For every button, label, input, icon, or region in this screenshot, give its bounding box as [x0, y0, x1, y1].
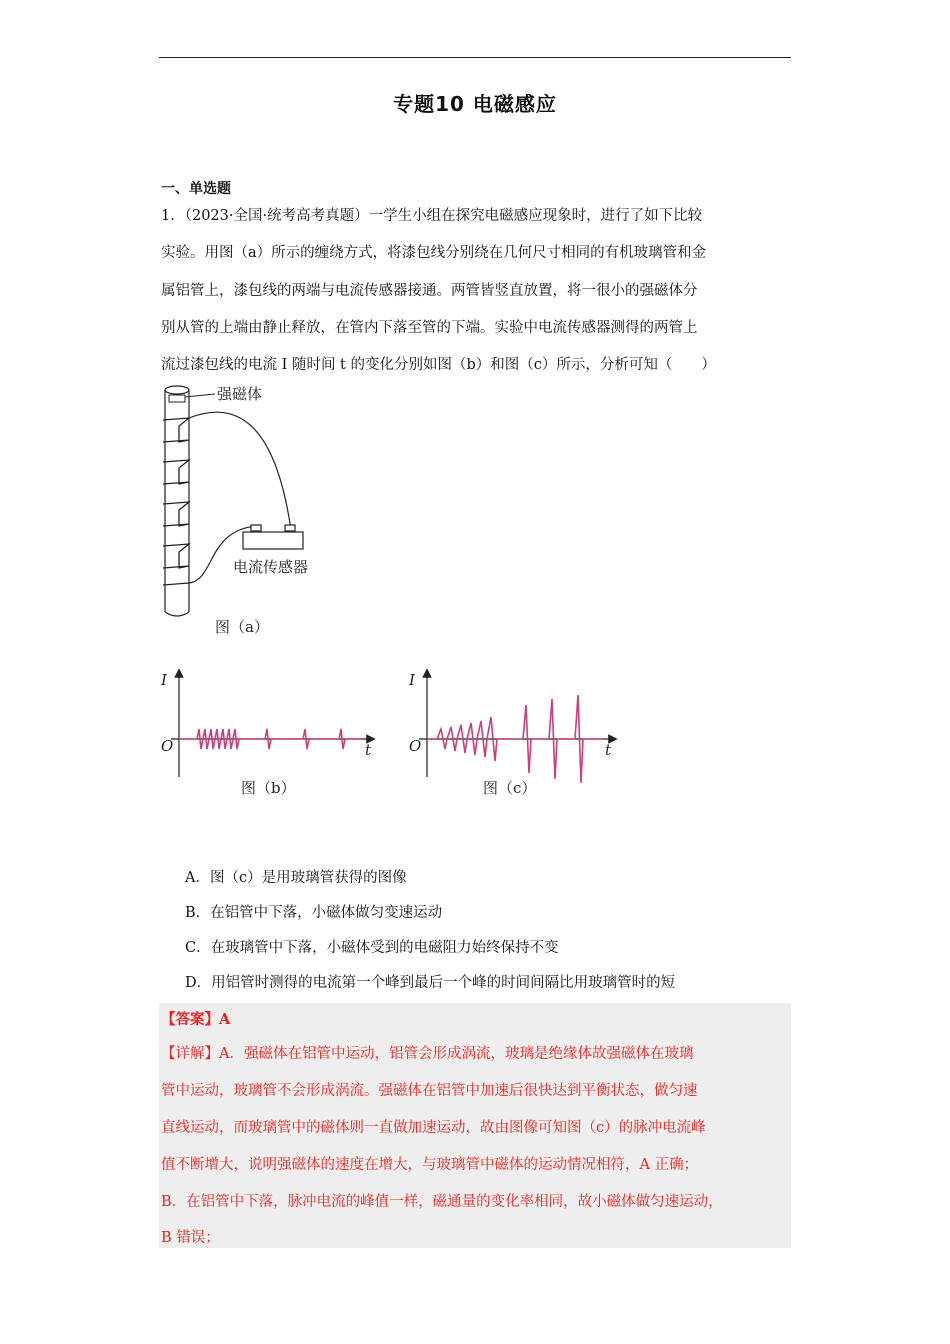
- option-d[interactable]: D．用铝管时测得的电流第一个峰到最后一个峰的时间间隔比用玻璃管时的短: [185, 975, 676, 991]
- magnet: [169, 395, 185, 402]
- y-axis-label: I: [409, 671, 415, 689]
- section-title: 一、单选题: [161, 181, 231, 197]
- option-c[interactable]: C．在玻璃管中下落，小磁体受到的电磁阻力始终保持不变: [185, 940, 559, 956]
- question-line-3: 属铝管上，漆包线的两端与电流传感器接通。两管皆竖直放置，将一很小的强磁体分: [161, 283, 698, 299]
- explanation-line-4: 值不断增大，说明强磁体的速度在增大，与玻璃管中磁体的运动情况相符，A 正确；: [161, 1157, 699, 1173]
- figure-c-caption: 图（c）: [483, 779, 537, 797]
- question-line-4: 别从管的上端由静止释放，在管内下落至管的下端。实验中电流传感器测得的两管上: [161, 320, 698, 336]
- figure-a-caption: 图（a）: [215, 618, 269, 636]
- option-b[interactable]: B．在铝管中下落，小磁体做匀变速运动: [185, 905, 443, 921]
- explanation-line-2: 管中运动，玻璃管不会形成涡流。强磁体在铝管中加速后很快达到平衡状态，做匀速: [161, 1083, 698, 1099]
- magnet-label: 强磁体: [217, 385, 263, 403]
- explanation-line-1: 【详解】A．强磁体在铝管中运动，铝管会形成涡流，玻璃是绝缘体故强磁体在玻璃: [161, 1046, 694, 1062]
- explanation-line-5: B．在铝管中下落，脉冲电流的峰值一样，磁通量的变化率相同，故小磁体做匀速运动，: [161, 1194, 723, 1210]
- figure-a: [155, 380, 355, 640]
- y-axis-label: I: [161, 671, 167, 689]
- x-axis-label: t: [365, 741, 372, 759]
- header-rule: [159, 57, 791, 58]
- answer-line: 【答案】A: [161, 1011, 231, 1028]
- explanation-line-3: 直线运动，而玻璃管中的磁体则一直做加速运动，故由图像可知图（c）的脉冲电流峰: [161, 1120, 706, 1136]
- question-line-2: 实验。用图（a）所示的缠绕方式，将漆包线分别绕在几何尺寸相同的有机玻璃管和金: [161, 245, 707, 261]
- origin-label: O: [409, 737, 422, 755]
- current-sensor: [243, 525, 303, 549]
- coil-winding: [163, 418, 189, 585]
- page-title: 专题10 电磁感应: [393, 92, 557, 116]
- sensor-label: 电流传感器: [233, 558, 309, 576]
- option-a[interactable]: A．图（c）是用玻璃管获得的图像: [185, 870, 407, 886]
- question-line-5: 流过漆包线的电流 I 随时间 t 的变化分别如图（b）和图（c）所示，分析可知（ ）: [161, 357, 716, 373]
- figure-b-caption: 图（b）: [241, 779, 296, 797]
- explanation-line-6: B 错误；: [161, 1230, 220, 1246]
- figure-b: [155, 665, 385, 805]
- x-axis-label: t: [605, 741, 612, 759]
- question-line-1: 1．（2023·全国·统考高考真题）一学生小组在探究电磁感应现象时，进行了如下比较: [161, 208, 703, 224]
- origin-label: O: [161, 737, 174, 755]
- figure-c: [403, 665, 633, 805]
